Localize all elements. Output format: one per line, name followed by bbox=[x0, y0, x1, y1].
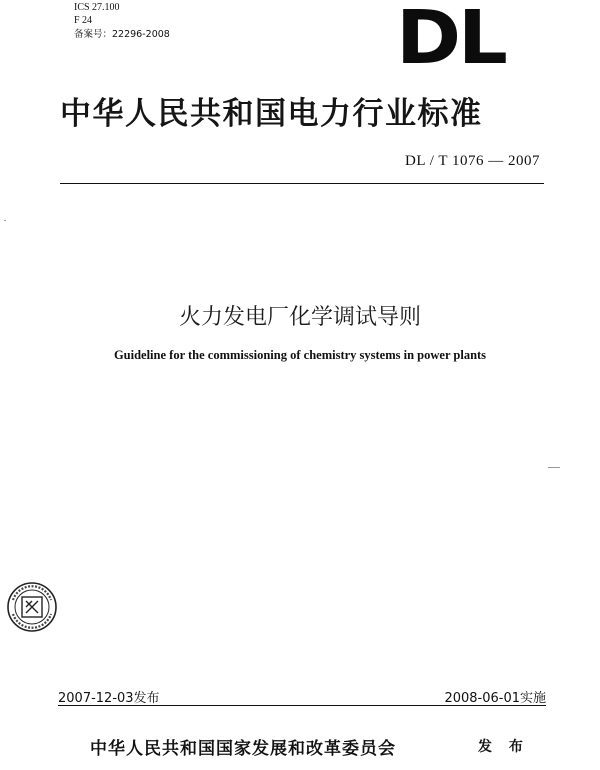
document-title-zh: 火力发电厂化学调试导则 bbox=[178, 305, 421, 330]
record-number: 备案号：22296-2008 bbox=[74, 29, 170, 40]
bottom-divider bbox=[58, 705, 546, 706]
implementation-date: 2008-06-01实施 bbox=[444, 691, 546, 706]
scan-speck bbox=[548, 467, 560, 468]
organization-title: 中华人民共和国电力行业标准 bbox=[60, 96, 483, 132]
document-title-en: Guideline for the commissioning of chemistry systems in power plants bbox=[113, 348, 487, 362]
china-standards-seal-icon bbox=[5, 580, 59, 634]
ics-code: ICS 27.100 bbox=[74, 2, 120, 13]
top-divider bbox=[60, 183, 544, 184]
scan-speck bbox=[4, 220, 6, 221]
publisher-name: 中华人民共和国国家发展和改革委员会 bbox=[90, 739, 396, 759]
dl-logo: DL bbox=[396, 0, 505, 81]
issue-date: 2007-12-03发布 bbox=[58, 691, 160, 706]
classification-code: F 24 bbox=[74, 15, 93, 26]
publish-label: 发 布 bbox=[478, 739, 529, 755]
standard-number: DL / T 1076 — 2007 bbox=[405, 153, 540, 169]
